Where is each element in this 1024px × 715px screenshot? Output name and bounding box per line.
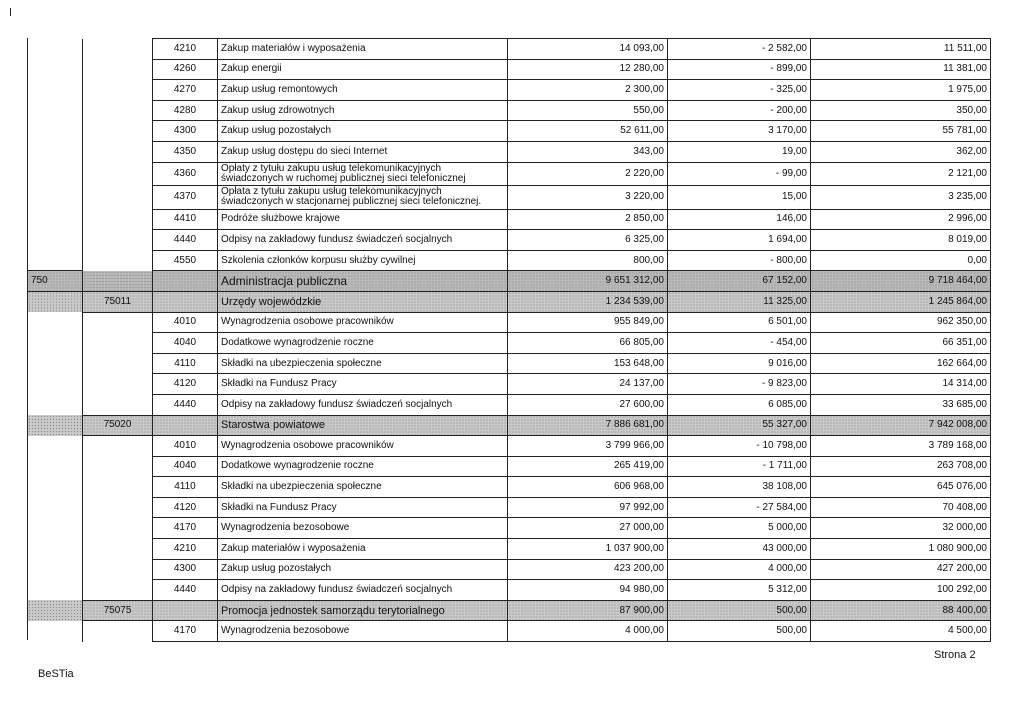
name-cell: Opłaty z tytułu zakupu usług telekomunikacyjnych świadczonych w ruchomej publicznej sieci telefonicznej — [218, 162, 508, 186]
paragraf-row — [28, 312, 991, 333]
dzial-cell — [28, 539, 83, 560]
after-change-cell: 88 400,00 — [811, 600, 991, 621]
rozdzial-cell — [83, 186, 153, 210]
plan-cell: 606 968,00 — [508, 477, 668, 498]
change-cell: - 10 798,00 — [668, 436, 811, 457]
paragraf-cell: 4550 — [153, 250, 218, 271]
change-cell: 5 312,00 — [668, 580, 811, 601]
name-cell: Podróże służbowe krajowe — [218, 209, 508, 230]
change-cell: 4 000,00 — [668, 559, 811, 580]
dzial-cell — [28, 374, 83, 395]
plan-cell: 3 799 966,00 — [508, 436, 668, 457]
paragraf-cell: 4280 — [153, 100, 218, 121]
dzial-row — [28, 271, 991, 292]
after-change-cell: 162 664,00 — [811, 353, 991, 374]
after-change-cell: 70 408,00 — [811, 497, 991, 518]
change-cell: - 9 823,00 — [668, 374, 811, 395]
name-cell: Dodatkowe wynagrodzenie roczne — [218, 456, 508, 477]
paragraf-row — [28, 559, 991, 580]
name-cell: Zakup usług pozostałych — [218, 559, 508, 580]
rozdzial-cell — [83, 39, 153, 60]
after-change-cell: 33 685,00 — [811, 394, 991, 415]
paragraf-row — [28, 539, 991, 560]
paragraf-cell: 4260 — [153, 59, 218, 80]
after-change-cell: 1 080 900,00 — [811, 539, 991, 560]
name-cell: Wynagrodzenia osobowe pracowników — [218, 436, 508, 457]
after-change-cell: 427 200,00 — [811, 559, 991, 580]
dzial-cell — [28, 100, 83, 121]
dzial-cell — [28, 291, 83, 312]
paragraf-row — [28, 374, 991, 395]
rozdzial-cell — [83, 312, 153, 333]
rozdzial-cell — [83, 141, 153, 162]
dzial-cell — [28, 580, 83, 601]
paragraf-row — [28, 580, 991, 601]
after-change-cell: 263 708,00 — [811, 456, 991, 477]
paragraf-cell: 4170 — [153, 621, 218, 642]
rozdzial-cell — [83, 162, 153, 186]
dzial-cell — [28, 333, 83, 354]
plan-cell: 4 000,00 — [508, 621, 668, 642]
paragraf-row — [28, 477, 991, 498]
after-change-cell: 9 718 464,00 — [811, 271, 991, 292]
name-cell: Zakup materiałów i wyposażenia — [218, 39, 508, 60]
name-cell: Składki na ubezpieczenia społeczne — [218, 353, 508, 374]
paragraf-row — [28, 230, 991, 251]
after-change-cell: 32 000,00 — [811, 518, 991, 539]
change-cell: - 99,00 — [668, 162, 811, 186]
plan-cell: 423 200,00 — [508, 559, 668, 580]
rozdzial-row — [28, 415, 991, 436]
paragraf-row — [28, 518, 991, 539]
name-cell: Wynagrodzenia osobowe pracowników — [218, 312, 508, 333]
budget-rows — [28, 39, 991, 642]
dzial-cell — [28, 394, 83, 415]
after-change-cell: 11 381,00 — [811, 59, 991, 80]
paragraf-cell: 4110 — [153, 477, 218, 498]
paragraf-cell: 4370 — [153, 186, 218, 210]
after-change-cell: 962 350,00 — [811, 312, 991, 333]
change-cell: 1 694,00 — [668, 230, 811, 251]
plan-cell: 1 037 900,00 — [508, 539, 668, 560]
paragraf-cell: 4120 — [153, 374, 218, 395]
change-cell: 11 325,00 — [668, 291, 811, 312]
plan-cell: 955 849,00 — [508, 312, 668, 333]
change-cell: - 454,00 — [668, 333, 811, 354]
dzial-cell — [28, 141, 83, 162]
after-change-cell: 2 996,00 — [811, 209, 991, 230]
name-cell: Wynagrodzenia bezosobowe — [218, 621, 508, 642]
change-cell: 6 501,00 — [668, 312, 811, 333]
paragraf-row — [28, 39, 991, 60]
plan-cell: 9 651 312,00 — [508, 271, 668, 292]
dzial-cell — [28, 600, 83, 621]
paragraf-cell: 4300 — [153, 121, 218, 142]
paragraf-row — [28, 121, 991, 142]
change-cell: - 800,00 — [668, 250, 811, 271]
change-cell: 5 000,00 — [668, 518, 811, 539]
change-cell: - 325,00 — [668, 80, 811, 101]
paragraf-cell: 4170 — [153, 518, 218, 539]
rozdzial-cell — [83, 59, 153, 80]
paragraf-cell — [153, 600, 218, 621]
paragraf-row — [28, 621, 991, 642]
plan-cell: 3 220,00 — [508, 186, 668, 210]
paragraf-cell: 4110 — [153, 353, 218, 374]
plan-cell: 6 325,00 — [508, 230, 668, 251]
after-change-cell: 100 292,00 — [811, 580, 991, 601]
name-cell: Składki na Fundusz Pracy — [218, 374, 508, 395]
rozdzial-cell — [83, 394, 153, 415]
plan-cell: 14 093,00 — [508, 39, 668, 60]
change-cell: - 1 711,00 — [668, 456, 811, 477]
after-change-cell: 4 500,00 — [811, 621, 991, 642]
dzial-cell — [28, 456, 83, 477]
change-cell: 38 108,00 — [668, 477, 811, 498]
paragraf-cell: 4120 — [153, 497, 218, 518]
rozdzial-cell — [83, 374, 153, 395]
dzial-cell — [28, 621, 83, 642]
after-change-cell: 645 076,00 — [811, 477, 991, 498]
dzial-cell — [28, 162, 83, 186]
paragraf-cell: 4040 — [153, 456, 218, 477]
after-change-cell: 362,00 — [811, 141, 991, 162]
rozdzial-cell — [83, 80, 153, 101]
paragraf-row — [28, 141, 991, 162]
paragraf-row — [28, 100, 991, 121]
after-change-cell: 3 789 168,00 — [811, 436, 991, 457]
plan-cell: 66 805,00 — [508, 333, 668, 354]
name-cell: Administracja publiczna — [218, 271, 508, 292]
change-cell: 3 170,00 — [668, 121, 811, 142]
rozdzial-cell — [83, 436, 153, 457]
plan-cell: 27 600,00 — [508, 394, 668, 415]
paragraf-cell: 4440 — [153, 394, 218, 415]
plan-cell: 94 980,00 — [508, 580, 668, 601]
rozdzial-cell — [83, 353, 153, 374]
dzial-cell — [28, 250, 83, 271]
name-cell: Urzędy wojewódzkie — [218, 291, 508, 312]
plan-cell: 12 280,00 — [508, 59, 668, 80]
change-cell: 55 327,00 — [668, 415, 811, 436]
paragraf-row — [28, 250, 991, 271]
paragraf-row — [28, 353, 991, 374]
rozdzial-cell — [83, 559, 153, 580]
name-cell: Wynagrodzenia bezosobowe — [218, 518, 508, 539]
name-cell: Opłata z tytułu zakupu usług telekomunikacyjnych świadczonych w stacjonarnej publicznej sieci telefonicznej. — [218, 186, 508, 210]
paragraf-cell: 4010 — [153, 312, 218, 333]
rozdzial-cell — [83, 333, 153, 354]
change-cell: 6 085,00 — [668, 394, 811, 415]
paragraf-row — [28, 162, 991, 186]
name-cell: Starostwa powiatowe — [218, 415, 508, 436]
name-cell: Zakup energii — [218, 59, 508, 80]
rozdzial-cell: 75011 — [83, 291, 153, 312]
change-cell: 19,00 — [668, 141, 811, 162]
name-cell: Dodatkowe wynagrodzenie roczne — [218, 333, 508, 354]
rozdzial-cell — [83, 271, 153, 292]
change-cell: 67 152,00 — [668, 271, 811, 292]
dzial-cell — [28, 186, 83, 210]
rozdzial-cell — [83, 121, 153, 142]
dzial-cell — [28, 415, 83, 436]
after-change-cell: 1 975,00 — [811, 80, 991, 101]
paragraf-row — [28, 497, 991, 518]
name-cell: Zakup usług pozostałych — [218, 121, 508, 142]
rozdzial-cell — [83, 497, 153, 518]
paragraf-cell: 4410 — [153, 209, 218, 230]
name-cell: Zakup usług zdrowotnych — [218, 100, 508, 121]
after-change-cell: 3 235,00 — [811, 186, 991, 210]
rozdzial-cell — [83, 456, 153, 477]
change-cell: 15,00 — [668, 186, 811, 210]
paragraf-cell — [153, 415, 218, 436]
change-cell: - 200,00 — [668, 100, 811, 121]
dzial-cell — [28, 497, 83, 518]
dzial-cell — [28, 353, 83, 374]
plan-cell: 24 137,00 — [508, 374, 668, 395]
paragraf-row — [28, 394, 991, 415]
left-margin-line — [10, 8, 11, 16]
rozdzial-cell — [83, 518, 153, 539]
dzial-cell — [28, 559, 83, 580]
paragraf-cell: 4360 — [153, 162, 218, 186]
name-cell: Odpisy na zakładowy fundusz świadczeń socjalnych — [218, 580, 508, 601]
plan-cell: 2 850,00 — [508, 209, 668, 230]
paragraf-cell: 4270 — [153, 80, 218, 101]
plan-cell: 153 648,00 — [508, 353, 668, 374]
paragraf-cell: 4210 — [153, 39, 218, 60]
paragraf-cell: 4010 — [153, 436, 218, 457]
name-cell: Zakup usług remontowych — [218, 80, 508, 101]
name-cell: Zakup usług dostępu do sieci Internet — [218, 141, 508, 162]
dzial-cell — [28, 518, 83, 539]
rozdzial-cell — [83, 100, 153, 121]
paragraf-cell — [153, 271, 218, 292]
after-change-cell: 1 245 864,00 — [811, 291, 991, 312]
rozdzial-cell — [83, 250, 153, 271]
dzial-cell: 750 — [28, 271, 83, 292]
name-cell: Zakup materiałów i wyposażenia — [218, 539, 508, 560]
paragraf-cell: 4300 — [153, 559, 218, 580]
rozdzial-cell — [83, 230, 153, 251]
paragraf-cell: 4040 — [153, 333, 218, 354]
plan-cell: 1 234 539,00 — [508, 291, 668, 312]
plan-cell: 800,00 — [508, 250, 668, 271]
plan-cell: 27 000,00 — [508, 518, 668, 539]
after-change-cell: 2 121,00 — [811, 162, 991, 186]
paragraf-cell: 4350 — [153, 141, 218, 162]
dzial-cell — [28, 312, 83, 333]
dzial-cell — [28, 436, 83, 457]
paragraf-row — [28, 436, 991, 457]
paragraf-cell: 4210 — [153, 539, 218, 560]
plan-cell: 7 886 681,00 — [508, 415, 668, 436]
footer-software-name: BeSTia — [38, 668, 74, 680]
rozdzial-cell: 75020 — [83, 415, 153, 436]
after-change-cell: 0,00 — [811, 250, 991, 271]
name-cell: Szkolenia członków korpusu służby cywilnej — [218, 250, 508, 271]
rozdzial-cell — [83, 580, 153, 601]
after-change-cell: 350,00 — [811, 100, 991, 121]
plan-cell: 2 220,00 — [508, 162, 668, 186]
rozdzial-cell — [83, 209, 153, 230]
change-cell: 500,00 — [668, 600, 811, 621]
plan-cell: 52 611,00 — [508, 121, 668, 142]
plan-cell: 87 900,00 — [508, 600, 668, 621]
dzial-cell — [28, 230, 83, 251]
name-cell: Promocja jednostek samorządu terytorialnego — [218, 600, 508, 621]
paragraf-cell: 4440 — [153, 580, 218, 601]
rozdzial-row — [28, 600, 991, 621]
name-cell: Składki na Fundusz Pracy — [218, 497, 508, 518]
name-cell: Odpisy na zakładowy fundusz świadczeń socjalnych — [218, 230, 508, 251]
after-change-cell: 66 351,00 — [811, 333, 991, 354]
rozdzial-cell: 75075 — [83, 600, 153, 621]
paragraf-row — [28, 209, 991, 230]
dzial-cell — [28, 477, 83, 498]
plan-cell: 550,00 — [508, 100, 668, 121]
dzial-cell — [28, 209, 83, 230]
dzial-cell — [28, 39, 83, 60]
rozdzial-cell — [83, 477, 153, 498]
rozdzial-row — [28, 291, 991, 312]
paragraf-cell: 4440 — [153, 230, 218, 251]
paragraf-row — [28, 456, 991, 477]
change-cell: 500,00 — [668, 621, 811, 642]
after-change-cell: 11 511,00 — [811, 39, 991, 60]
plan-cell: 2 300,00 — [508, 80, 668, 101]
after-change-cell: 55 781,00 — [811, 121, 991, 142]
change-cell: 9 016,00 — [668, 353, 811, 374]
dzial-cell — [28, 80, 83, 101]
footer-page-number: Strona 2 — [934, 649, 976, 661]
plan-cell: 97 992,00 — [508, 497, 668, 518]
paragraf-row — [28, 80, 991, 101]
change-cell: - 27 584,00 — [668, 497, 811, 518]
dzial-cell — [28, 121, 83, 142]
name-cell: Odpisy na zakładowy fundusz świadczeń socjalnych — [218, 394, 508, 415]
paragraf-cell — [153, 291, 218, 312]
plan-cell: 343,00 — [508, 141, 668, 162]
dzial-cell — [28, 59, 83, 80]
after-change-cell: 7 942 008,00 — [811, 415, 991, 436]
budget-table — [27, 38, 991, 642]
change-cell: - 2 582,00 — [668, 39, 811, 60]
rozdzial-cell — [83, 539, 153, 560]
name-cell: Składki na ubezpieczenia społeczne — [218, 477, 508, 498]
after-change-cell: 14 314,00 — [811, 374, 991, 395]
paragraf-row — [28, 186, 991, 210]
after-change-cell: 8 019,00 — [811, 230, 991, 251]
change-cell: - 899,00 — [668, 59, 811, 80]
change-cell: 146,00 — [668, 209, 811, 230]
paragraf-row — [28, 333, 991, 354]
paragraf-row — [28, 59, 991, 80]
plan-cell: 265 419,00 — [508, 456, 668, 477]
rozdzial-cell — [83, 621, 153, 642]
change-cell: 43 000,00 — [668, 539, 811, 560]
